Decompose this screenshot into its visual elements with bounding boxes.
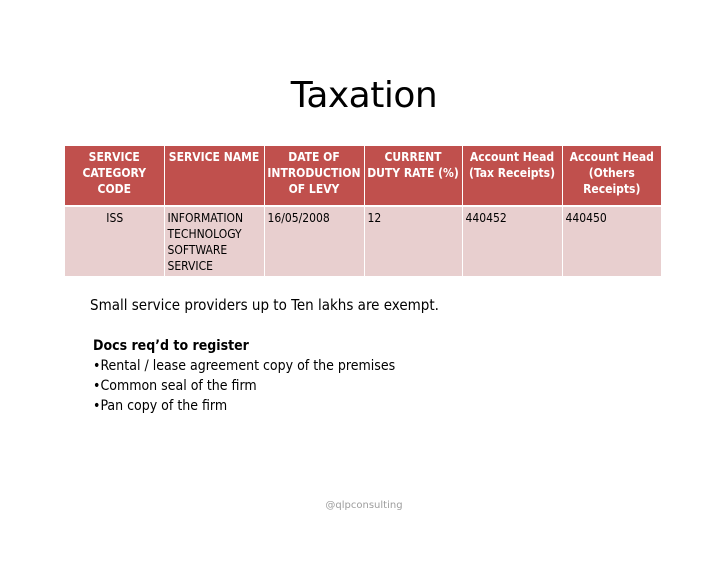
exemption-note: Small service providers up to Ten lakhs are exempt. (90, 296, 439, 314)
list-item: •Rental / lease agreement copy of the premises (93, 358, 396, 374)
header-date-of-introduction: DATE OF INTRODUCTION OF LEVY (264, 146, 364, 206)
cell-service-name: INFORMATION TECHNOLOGY SOFTWARE SERVICE (164, 206, 264, 276)
slide-title: Taxation (290, 75, 438, 116)
header-service-category-code: SERVICE CATEGORY CODE (65, 146, 164, 206)
header-current-duty-rate: CURRENT DUTY RATE (%) (364, 146, 462, 206)
cell-current-duty-rate: 12 (364, 206, 462, 276)
header-account-head-others: Account Head (Others Receipts) (562, 146, 661, 206)
cell-account-head-tax: 440452 (462, 206, 562, 276)
cell-account-head-others: 440450 (562, 206, 661, 276)
list-item: •Common seal of the firm (93, 378, 257, 394)
header-service-name: SERVICE NAME (164, 146, 264, 206)
taxation-table (65, 146, 661, 276)
header-account-head-tax: Account Head (Tax Receipts) (462, 146, 562, 206)
docs-heading: Docs req’d to register (93, 338, 249, 354)
cell-date-of-introduction: 16/05/2008 (264, 206, 364, 276)
table-header-row (65, 146, 661, 206)
cell-service-category-code: ISS (65, 206, 164, 276)
table-row (65, 206, 661, 276)
docs-list (93, 336, 395, 416)
footer-credit: @qlpconsulting (325, 500, 403, 511)
list-item: •Pan copy of the firm (93, 398, 228, 414)
